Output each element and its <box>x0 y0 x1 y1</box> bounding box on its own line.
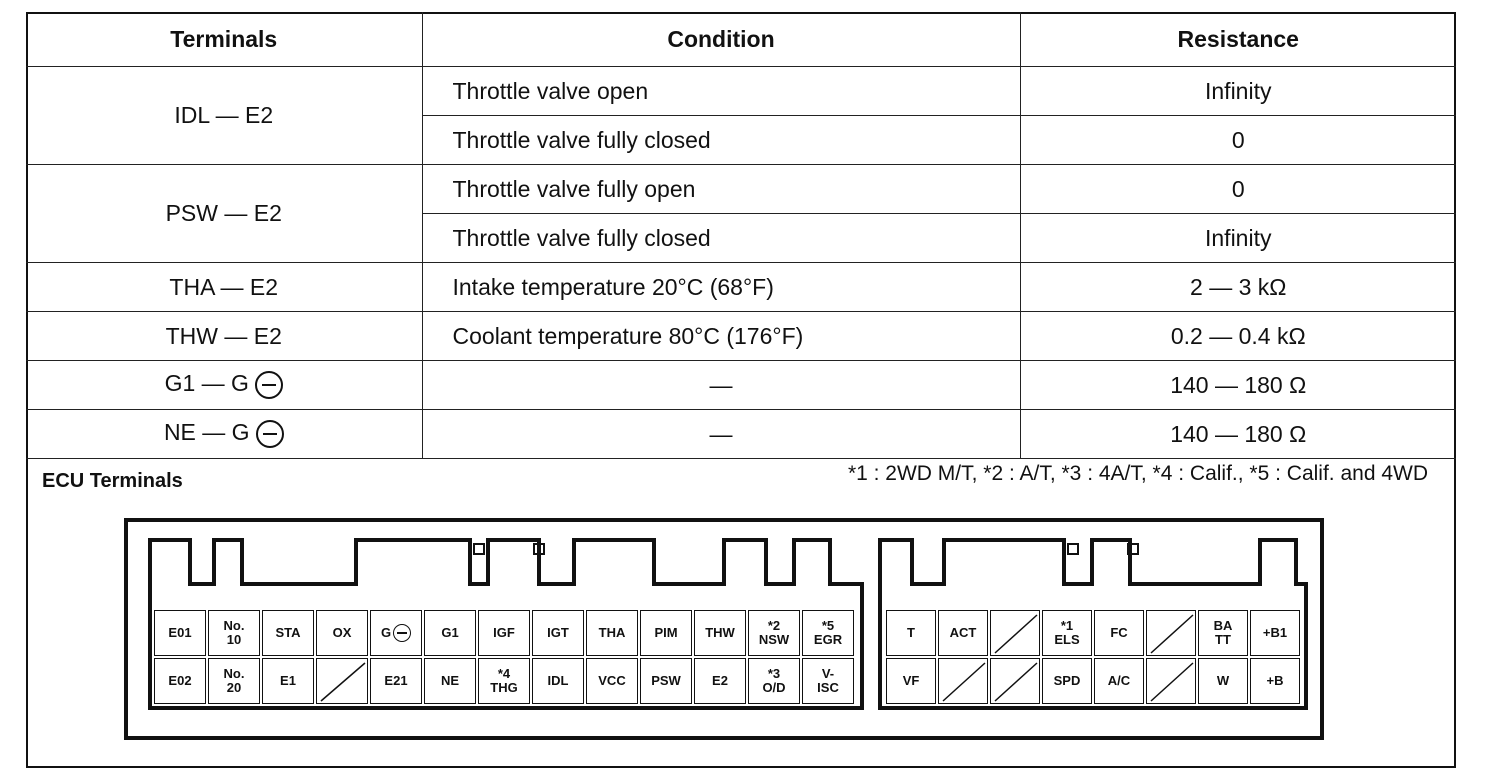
ecu-pin: PIM <box>640 610 692 656</box>
ecu-pin: VF <box>886 658 936 704</box>
ecu-pin <box>316 658 368 704</box>
table-row <box>26 312 1456 361</box>
minus-circle-icon <box>255 371 283 399</box>
condition-cell: Throttle valve fully closed <box>422 116 1020 165</box>
ecu-pin: IDL <box>532 658 584 704</box>
resistance-cell: Infinity <box>1020 67 1456 116</box>
condition-cell: — <box>422 410 1020 459</box>
ecu-pin: +B1 <box>1250 610 1300 656</box>
footnote: *1 : 2WD M/T, *2 : A/T, *3 : 4A/T, *4 : Calif., *5 : Calif. and 4WD <box>847 462 1428 485</box>
ecu-pin: G <box>370 610 422 656</box>
ecu-pin: IGF <box>478 610 530 656</box>
terminal-cell: IDL — E2 <box>26 67 422 165</box>
terminal-cell <box>26 410 422 459</box>
ecu-pin: IGT <box>532 610 584 656</box>
resistance-cell: 0 <box>1020 165 1456 214</box>
header-resistance: Resistance <box>1020 12 1456 67</box>
ecu-pin: T <box>886 610 936 656</box>
ecu-pin: ACT <box>938 610 988 656</box>
ecu-pin: *4 THG <box>478 658 530 704</box>
resistance-cell: 0 <box>1020 116 1456 165</box>
ecu-pin: NE <box>424 658 476 704</box>
resistance-cell: 0.2 — 0.4 kΩ <box>1020 312 1456 361</box>
table-row <box>26 67 1456 116</box>
ecu-pin: V- ISC <box>802 658 854 704</box>
minus-circle-icon <box>393 624 411 642</box>
ecu-pin <box>938 658 988 704</box>
resistance-cell: 140 — 180 Ω <box>1020 410 1456 459</box>
ecu-pin: SPD <box>1042 658 1092 704</box>
terminal-cell: THA — E2 <box>26 263 422 312</box>
terminal-text: G1 — G <box>164 370 249 397</box>
condition-cell: Throttle valve open <box>422 67 1020 116</box>
ecu-pin: FC <box>1094 610 1144 656</box>
header-terminals: Terminals <box>26 12 422 67</box>
condition-cell: Throttle valve fully closed <box>422 214 1020 263</box>
ecu-pin: E01 <box>154 610 206 656</box>
table-row <box>26 165 1456 214</box>
ecu-pin: G1 <box>424 610 476 656</box>
terminal-cell <box>26 361 422 410</box>
ecu-pin: A/C <box>1094 658 1144 704</box>
terminal-cell: PSW — E2 <box>26 165 422 263</box>
ecu-pin: E21 <box>370 658 422 704</box>
minus-circle-icon <box>256 420 284 448</box>
ecu-pin: THA <box>586 610 638 656</box>
ecu-pin: No. 20 <box>208 658 260 704</box>
condition-cell: Intake temperature 20°C (68°F) <box>422 263 1020 312</box>
resistance-table <box>26 12 1456 459</box>
ecu-terminals-label: ECU Terminals <box>42 470 183 492</box>
ecu-pin <box>990 610 1040 656</box>
ecu-pin: E2 <box>694 658 746 704</box>
ecu-pin: E02 <box>154 658 206 704</box>
ecu-pin: STA <box>262 610 314 656</box>
ecu-pin: +B <box>1250 658 1300 704</box>
resistance-cell: 2 — 3 kΩ <box>1020 263 1456 312</box>
condition-cell: — <box>422 361 1020 410</box>
ecu-pin: *5 EGR <box>802 610 854 656</box>
resistance-cell: 140 — 180 Ω <box>1020 361 1456 410</box>
ecu-pin <box>1146 658 1196 704</box>
ecu-pin: BA TT <box>1198 610 1248 656</box>
ecu-pin: E1 <box>262 658 314 704</box>
ecu-pin: *2 NSW <box>748 610 800 656</box>
ecu-pin: THW <box>694 610 746 656</box>
ecu-pin: VCC <box>586 658 638 704</box>
ecu-pin: *1 ELS <box>1042 610 1092 656</box>
condition-cell: Throttle valve fully open <box>422 165 1020 214</box>
header-condition: Condition <box>422 12 1020 67</box>
ecu-pin: *3 O/D <box>748 658 800 704</box>
condition-cell: Coolant temperature 80°C (176°F) <box>422 312 1020 361</box>
ecu-pin: OX <box>316 610 368 656</box>
ecu-pin: PSW <box>640 658 692 704</box>
table-row <box>26 361 1456 410</box>
table-row <box>26 263 1456 312</box>
ecu-pin <box>1146 610 1196 656</box>
ecu-pin: W <box>1198 658 1248 704</box>
resistance-cell: Infinity <box>1020 214 1456 263</box>
terminal-cell: THW — E2 <box>26 312 422 361</box>
table-row <box>26 410 1456 459</box>
terminal-text: NE — G <box>163 419 250 446</box>
ecu-pin: No. 10 <box>208 610 260 656</box>
ecu-pin <box>990 658 1040 704</box>
